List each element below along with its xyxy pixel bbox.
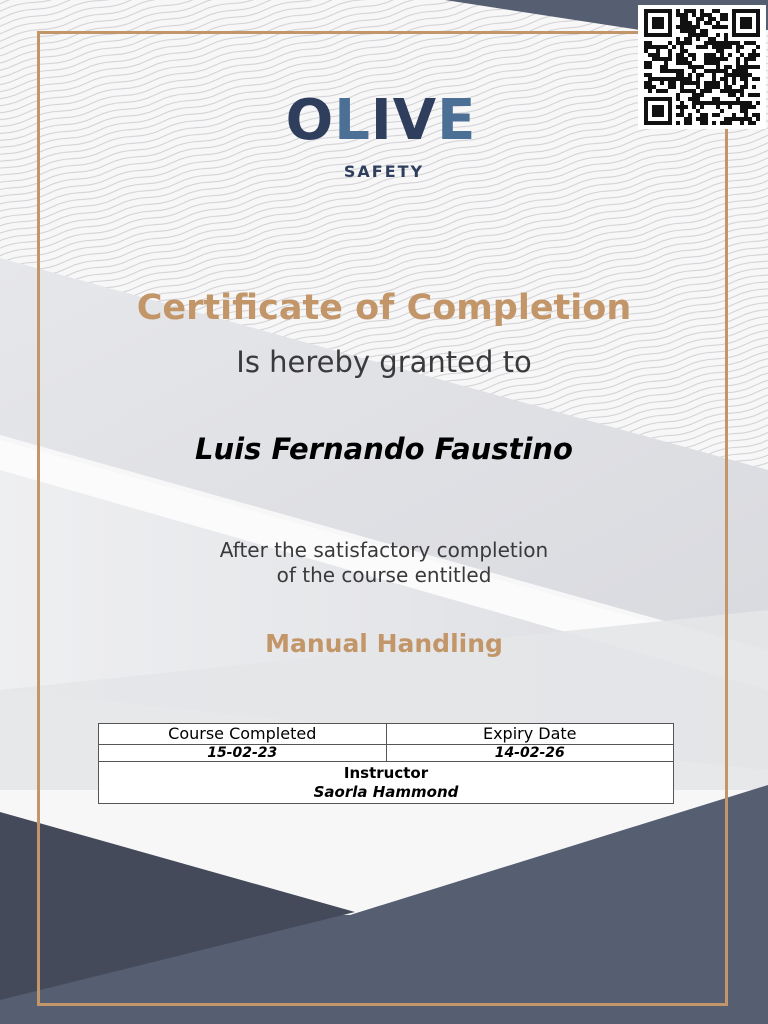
granted-text: Is hereby granted to [236,345,532,379]
logo-letter-v: V [392,88,438,153]
instructor-cell [99,762,674,804]
logo-letter-o: O [285,88,335,153]
course-completed-value: 15-02-23 [99,745,387,762]
instructor-name: Saorla Hammond [313,783,459,801]
recipient-name: Luis Fernando Faustino [195,432,573,466]
logo-letter-l: L [334,88,371,153]
completion-statement-line-1: After the satisfactory completion [219,538,549,562]
course-details-table [98,723,674,804]
course-completed-label: Course Completed [99,724,387,745]
completion-statement-line-2: of the course entitled [276,563,492,587]
instructor-label: Instructor [343,764,429,782]
course-name: Manual Handling [265,629,503,658]
instructor-row [99,762,674,804]
logo-subtitle: SAFETY [343,162,425,181]
details-value-row [99,745,674,762]
logo-wordmark [0,90,768,152]
logo-letter-i: I [370,88,393,153]
expiry-date-value: 14-02-26 [386,745,674,762]
logo-letter-e: E [437,88,477,153]
expiry-date-label: Expiry Date [386,724,674,745]
certificate-title: Certificate of Completion [136,288,632,328]
completion-statement [0,538,768,588]
olive-safety-logo [0,90,768,181]
details-label-row [99,724,674,745]
